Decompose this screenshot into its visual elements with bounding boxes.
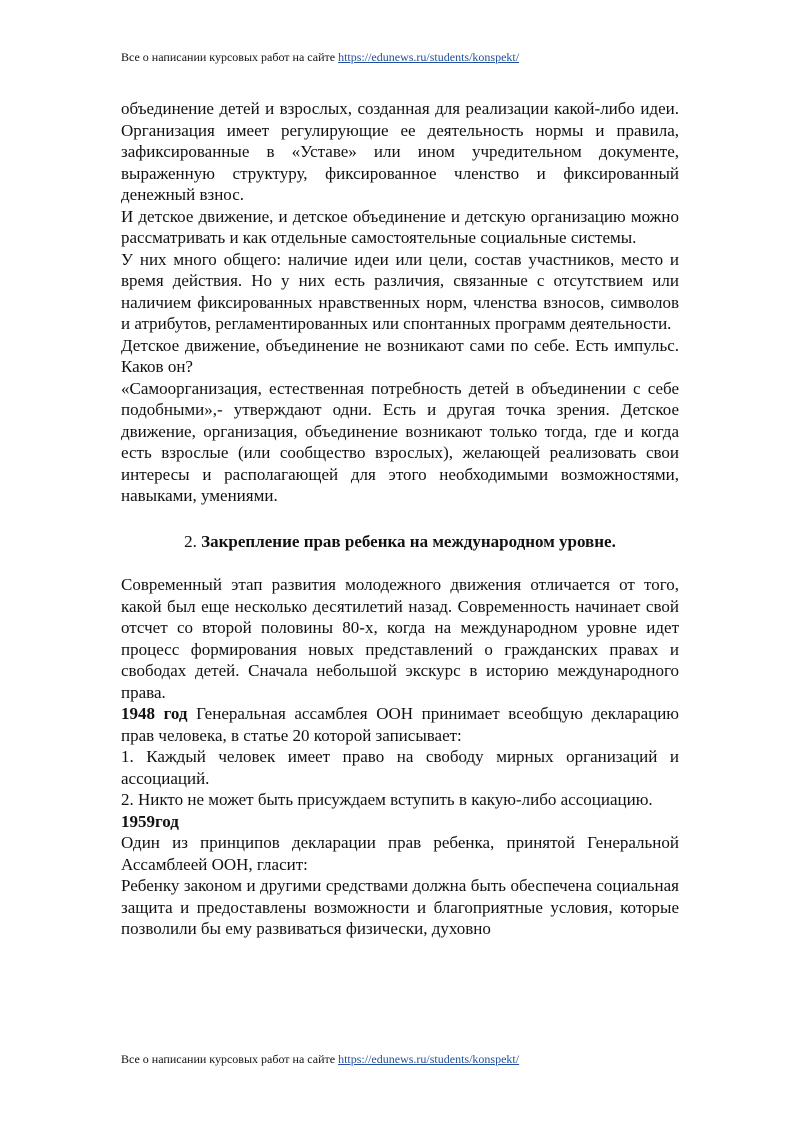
- paragraph: объединение детей и взрослых, созданная для реализации какой-либо идеи. Организация имеет регулирующие ее деятельность нормы и правила, зафиксированные в «Уставе» или ином учредительном документе, выраженную структуру, фиксированное членство и фиксированный денежный взнос.: [121, 99, 679, 204]
- year-1948: 1948 год: [121, 704, 188, 723]
- paragraph: Детское движение, объединение не возникают сами по себе. Есть импульс. Каков он?: [121, 335, 679, 376]
- year-1959: 1959год: [121, 811, 179, 831]
- text-1948: Генеральная ассамблея ООН принимает всеобщую декларацию прав человека, в статье 20 которой записывает:: [121, 704, 680, 745]
- paragraph-1948: [121, 703, 679, 746]
- footer-text: Все о написании курсовых работ на сайте: [121, 1052, 339, 1066]
- page-header: [121, 50, 681, 64]
- list-item: 1. Каждый человек имеет право на свободу мирных организаций и ассоциаций.: [121, 747, 679, 788]
- header-link[interactable]: https://edunews.ru/students/konspekt/: [338, 50, 520, 64]
- paragraph: У них много общего: наличие идеи или цели, состав участников, место и время действия. Но у них есть различия, связанные с отсутствием или наличием фиксированных нравственных норм, членства взносов, символов и атрибутов, регламентированных или спонтанных программ деятельности.: [121, 249, 679, 333]
- paragraph: Современный этап развития молодежного движения отличается от того, какой был еще несколько десятилетий назад. Современность начинает свой отсчет со второй половины 80-х, когда на международном уровне идет процесс формирования новых представлений о гражданских правах и свободах детей. Сначала небольшой экскурс в историю международного права.: [121, 575, 679, 702]
- paragraph: «Самоорганизация, естественная потребность детей в объединении с себе подобными»,- утверждают одни. Есть и другая точка зрения. Детское движение, организация, объединение возникают только тогда, где и когда есть взрослые (или сообщество взрослых), желающей реализовать свои интересы и располагающей для этого необходимыми возможностями, навыками, умениями.: [121, 378, 679, 505]
- list-item: 2. Никто не может быть присуждаем вступить в какую-либо ассоциацию.: [121, 790, 653, 809]
- section-number: 2.: [184, 531, 202, 551]
- footer-link[interactable]: https://edunews.ru/students/konspekt/: [338, 1052, 520, 1066]
- paragraph: И детское движение, и детское объединение и детскую организацию можно рассматривать и как отдельные самостоятельные социальные системы.: [121, 206, 679, 247]
- header-text: Все о написании курсовых работ на сайте: [121, 50, 339, 64]
- section-heading: [121, 531, 679, 553]
- paragraph: Один из принципов декларации прав ребенка, принятой Генеральной Ассамблеей ООН, гласит:: [121, 833, 679, 874]
- document-body: [121, 98, 679, 940]
- paragraph: Ребенку законом и другими средствами должна быть обеспечена социальная защита и предоставлены возможности и благоприятные условия, которые позволили бы ему развиваться физически, духовно: [121, 876, 679, 938]
- page-footer: [121, 1052, 681, 1066]
- section-title: Закрепление прав ребенка на международном уровне.: [201, 531, 616, 551]
